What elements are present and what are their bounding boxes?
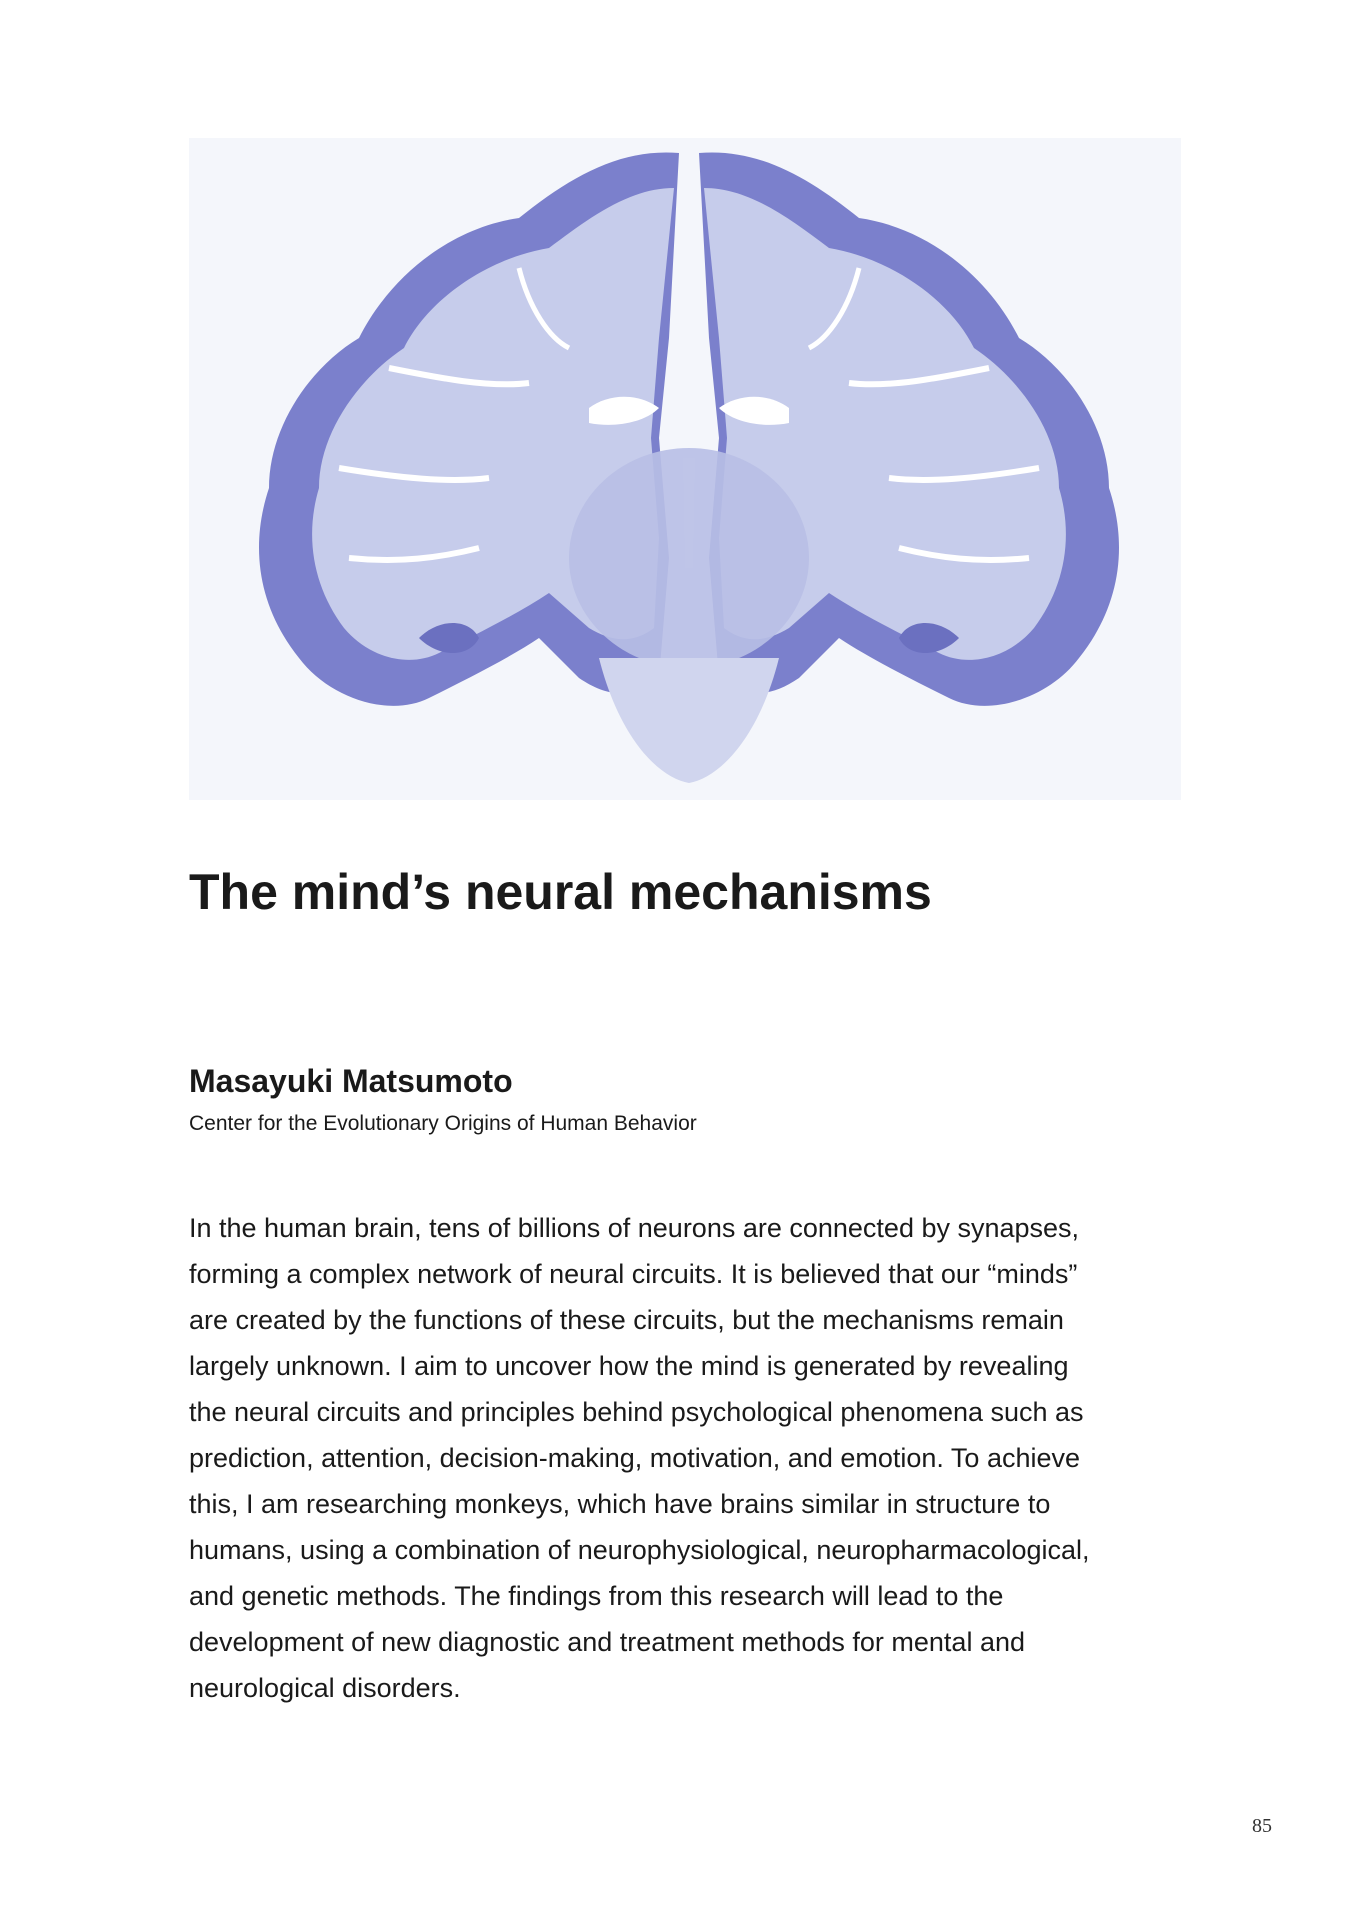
article-body [189,1205,1179,1711]
brain-coronal-section-image [189,138,1181,800]
body-line: largely unknown. I aim to uncover how the mind is generated by revealing [189,1351,1069,1381]
author-affiliation: Center for the Evolutionary Origins of Human Behavior [189,1112,697,1135]
brain-section-figure [189,138,1181,800]
body-line: forming a complex network of neural circuits. It is believed that our “minds” [189,1259,1078,1289]
body-line: are created by the functions of these circuits, but the mechanisms remain [189,1305,1064,1335]
body-line: prediction, attention, decision-making, motivation, and emotion. To achieve [189,1443,1081,1473]
article-title: The mind’s neural mechanisms [189,864,932,920]
body-line: and genetic methods. The findings from this research will lead to the [189,1581,1004,1611]
body-line: development of new diagnostic and treatment methods for mental and [189,1627,1025,1657]
body-line: neurological disorders. [189,1673,461,1703]
body-line: In the human brain, tens of billions of neurons are connected by synapses, [189,1213,1080,1243]
body-line: this, I am researching monkeys, which have brains similar in structure to [189,1489,1051,1519]
page-number: 85 [1252,1815,1272,1837]
body-line: humans, using a combination of neurophysiological, neuropharmacological, [189,1535,1090,1565]
body-line: the neural circuits and principles behind psychological phenomena such as [189,1397,1084,1427]
author-name: Masayuki Matsumoto [189,1063,513,1099]
